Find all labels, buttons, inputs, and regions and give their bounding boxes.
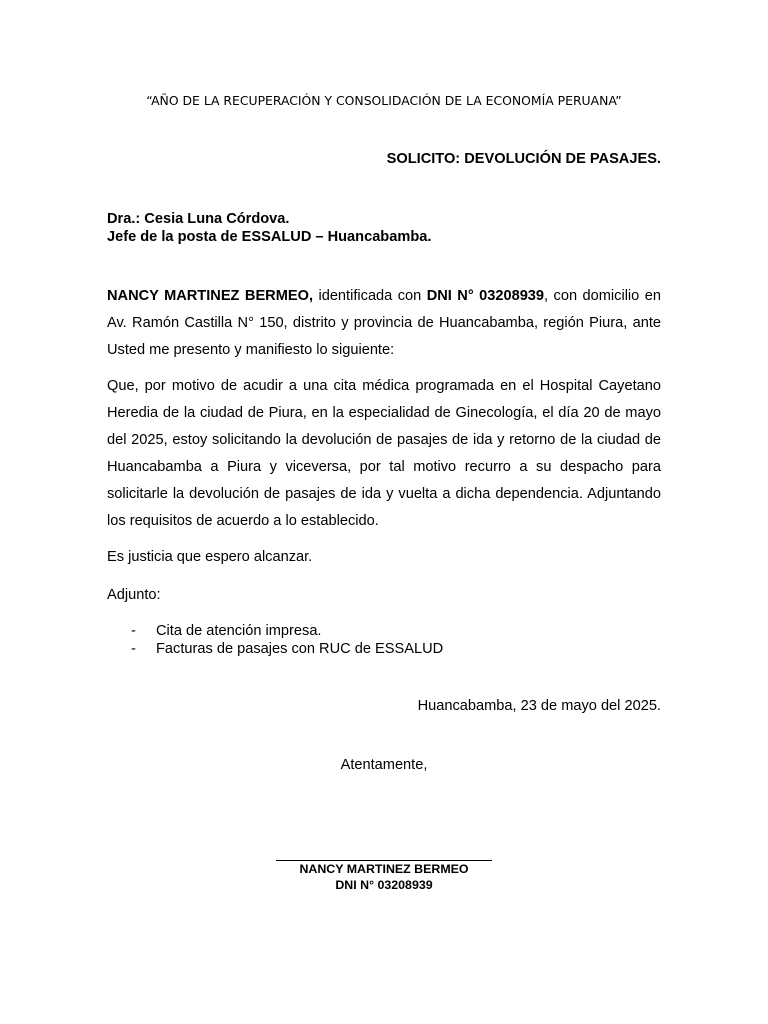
request-paragraph: [107, 373, 661, 535]
subject-line: SOLICITO: DEVOLUCIÓN DE PASAJES.: [386, 151, 661, 167]
attachments-heading: Adjunto:: [107, 587, 161, 603]
applicant-name: NANCY MARTINEZ BERMEO,: [107, 288, 314, 304]
intro-text-1: identificada con: [313, 288, 427, 304]
list-dash: -: [131, 623, 136, 639]
request-text: Que, por motivo de acudir a una cita médica programada en el Hospital Cayetano Heredia de la ciudad de Piura, en la especialidad de Ginecología, el día 20 de mayo del 2025, estoy solicitando la devolución de pasajes de ida y retorno de la ciudad de Huancabamba a Piura y viceversa, por tal motivo recurro a su despacho para solicitarle la devolución de pasajes de ida y vuelta a dicha dependencia. Adjuntando los requisitos de acuerdo a lo establecido.: [107, 378, 661, 529]
addressee-block: [107, 210, 431, 246]
closing-salutation: Atentamente,: [340, 757, 428, 773]
place-date: Huancabamba, 23 de mayo del 2025.: [417, 698, 661, 714]
list-dash: -: [131, 641, 136, 657]
list-item: [131, 622, 443, 640]
list-item: [131, 640, 443, 658]
attachments-heading-block: [107, 582, 661, 609]
signature-name: NANCY MARTINEZ BERMEO: [299, 862, 469, 876]
intro-text-2: , con domicilio en Av. Ramón Castilla N° 150, distrito y provincia de Huancabamba, región Piura, ante Usted me presento y manifiesto lo siguiente:: [107, 288, 661, 358]
justice-paragraph: [107, 544, 661, 571]
justice-text: Es justicia que espero alcanzar.: [107, 549, 313, 565]
signature-dni: DNI N° 03208939: [335, 878, 433, 892]
attachments-list: [131, 622, 443, 658]
attachment-item-1: Cita de atención impresa.: [156, 623, 322, 639]
year-motto: “AÑO DE LA RECUPERACIÓN Y CONSOLIDACIÓN DE LA ECONOMÍA PERUANA”: [146, 93, 622, 108]
signature-line: [276, 860, 492, 861]
addressee-name: Dra.: Cesia Luna Córdova.: [107, 211, 290, 227]
attachment-item-2: Facturas de pasajes con RUC de ESSALUD: [156, 641, 444, 657]
addressee-title: Jefe de la posta de ESSALUD – Huancabamba.: [107, 229, 432, 245]
applicant-dni: DNI N° 03208939: [426, 288, 545, 304]
intro-paragraph: [107, 283, 661, 364]
